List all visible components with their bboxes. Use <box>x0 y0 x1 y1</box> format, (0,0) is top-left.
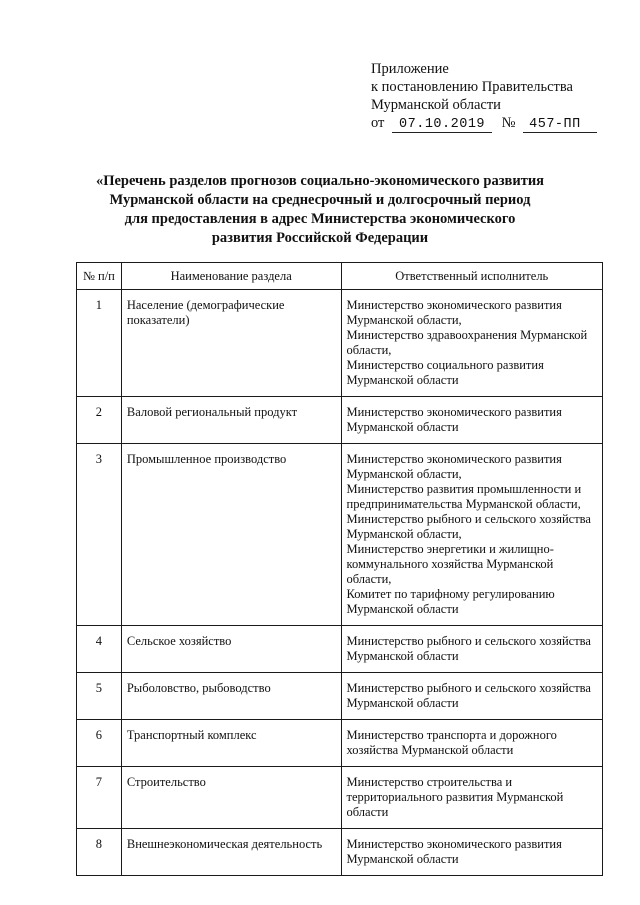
responsible-executor <box>341 444 603 626</box>
row-number: 4 <box>77 626 122 673</box>
responsible-executor <box>341 767 603 829</box>
title-line-1: «Перечень разделов прогнозов социально-экономического развития <box>95 173 545 189</box>
row-number: 6 <box>77 720 122 767</box>
appendix-region: Мурманской области <box>371 97 501 113</box>
date-prefix: от <box>371 115 385 131</box>
row-number: 8 <box>77 829 122 876</box>
executor-entry: Министерство энергетики и жилищно-коммунального хозяйства Мурманской области, <box>346 542 554 586</box>
section-name: Рыболовство, рыбоводство <box>121 673 341 720</box>
executor-entry: Министерство развития промышленности и предпринимательства Мурманской области, <box>346 482 582 511</box>
responsible-executor <box>341 626 603 673</box>
section-name: Строительство <box>121 767 341 829</box>
table-row <box>77 444 603 626</box>
executor-entry: Министерство рыбного и сельского хозяйства Мурманской области <box>346 681 591 710</box>
sections-table <box>76 262 603 876</box>
row-number: 3 <box>77 444 122 626</box>
table-row <box>77 673 603 720</box>
responsible-executor <box>341 829 603 876</box>
section-name: Внешнеэкономическая деятельность <box>121 829 341 876</box>
table-header-row <box>77 263 603 290</box>
section-name: Промышленное производство <box>121 444 341 626</box>
table-row <box>77 626 603 673</box>
appendix-date-number-line <box>371 114 597 133</box>
title-line-3: для предоставления в адрес Министерства экономического <box>124 211 516 227</box>
executor-entry: Министерство рыбного и сельского хозяйства Мурманской области, <box>346 512 591 541</box>
table-row <box>77 829 603 876</box>
responsible-executor <box>341 673 603 720</box>
table-body <box>77 290 603 876</box>
table-row <box>77 397 603 444</box>
executor-entry: Министерство строительства и территориального развития Мурманской области <box>346 775 564 819</box>
resolution-number: 457-ПП <box>523 117 597 133</box>
executor-entry: Комитет по тарифному регулированию Мурманской области <box>346 587 555 616</box>
document-title <box>60 172 580 248</box>
appendix-resolution-ref: к постановлению Правительства <box>371 79 573 95</box>
title-line-2: Мурманской области на среднесрочный и долгосрочный период <box>109 192 531 208</box>
responsible-executor <box>341 290 603 397</box>
header-num: № п/п <box>77 263 122 290</box>
executor-entry: Министерство здравоохранения Мурманской области, <box>346 328 588 357</box>
title-line-4: развития Российской Федерации <box>211 230 429 246</box>
executor-entry: Министерство экономического развития Мурманской области <box>346 837 562 866</box>
section-name: Население (демографические показатели) <box>121 290 341 397</box>
responsible-executor <box>341 397 603 444</box>
header-name: Наименование раздела <box>121 263 341 290</box>
section-name: Валовой региональный продукт <box>121 397 341 444</box>
table-row <box>77 290 603 397</box>
executor-entry: Министерство экономического развития Мурманской области <box>346 405 562 434</box>
section-name: Сельское хозяйство <box>121 626 341 673</box>
row-number: 2 <box>77 397 122 444</box>
responsible-executor <box>341 720 603 767</box>
table-row <box>77 767 603 829</box>
executor-entry: Министерство социального развития Мурманской области <box>346 358 544 387</box>
row-number: 1 <box>77 290 122 397</box>
appendix-label: Приложение <box>371 61 449 77</box>
executor-entry: Министерство экономического развития Мурманской области, <box>346 298 562 327</box>
appendix-header <box>371 60 597 133</box>
number-prefix: № <box>501 115 516 131</box>
resolution-date: 07.10.2019 <box>392 117 492 133</box>
executor-entry: Министерство рыбного и сельского хозяйства Мурманской области <box>346 634 591 663</box>
executor-entry: Министерство транспорта и дорожного хозяйства Мурманской области <box>346 728 557 757</box>
table-row <box>77 720 603 767</box>
section-name: Транспортный комплекс <box>121 720 341 767</box>
row-number: 7 <box>77 767 122 829</box>
executor-entry: Министерство экономического развития Мурманской области, <box>346 452 562 481</box>
header-executor: Ответственный исполнитель <box>341 263 603 290</box>
row-number: 5 <box>77 673 122 720</box>
